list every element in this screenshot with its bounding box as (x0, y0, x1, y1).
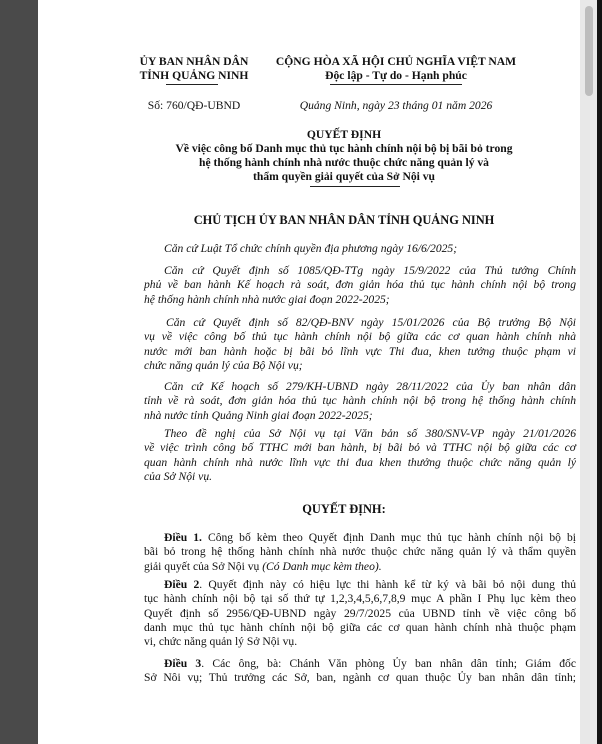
legal-basis-2 (144, 264, 576, 307)
legal-basis-4-line-3: nhà nước tỉnh Quảng Ninh giai đoạn 2022-2025; (144, 408, 373, 422)
decision-title: QUYẾT ĐỊNH (306, 128, 382, 141)
article-1-text-1: Công bố kèm theo Quyết định Danh mục thủ tục hành chính nội bộ bị (207, 531, 576, 544)
subject-line-2: hệ thống hành chính nhà nước thuộc chức năng quản lý và (199, 156, 489, 169)
legal-basis-5-line-1: Theo đề nghị của Sở Nội vụ tại Văn bản số 380/SNV-VP ngày 21/01/2026 (164, 427, 576, 440)
legal-basis-1-line-1: Căn cứ Luật Tổ chức chính quyền địa phương ngày 16/6/2025; (164, 242, 458, 255)
legal-basis-1 (144, 242, 576, 256)
article-1-label: Điều 1. (164, 531, 202, 544)
legal-basis-3-line-3: nước mới ban hành hoặc bị bãi bỏ lĩnh vực Thi đua, khen tưởng thuộc phạm vi (144, 344, 576, 358)
article-3-label: Điều 3 (164, 657, 202, 670)
legal-basis-3-line-4: chức năng quản lý của Bộ Nội vụ; (144, 358, 303, 372)
legal-basis-5-line-2: về việc trình công bố TTHC mới ban hành, bị bãi bỏ và TTHC nội bộ giữa các cơ (144, 441, 576, 455)
legal-basis-5-line-3: quan hành chính nhà nước lĩnh vực thi đua khen thưởng thuộc chức năng quản lý (144, 455, 576, 469)
title-underline (310, 186, 400, 187)
legal-basis-2-line-3: hệ thống hành chính nhà nước giai đoạn 2022-2025; (144, 292, 390, 306)
viewer-background-left (0, 0, 38, 744)
article-2-line-1 (144, 578, 576, 592)
article-2-line-3: Quyết định số 2956/QĐ-UBND ngày 29/7/2025 của UBND tỉnh về việc công bố (144, 606, 576, 620)
legal-basis-4 (144, 380, 576, 423)
subject-line-3: thẩm quyền giải quyết của Sở Nội vụ (253, 170, 435, 183)
article-1-text-3: giải quyết của Sở Nội vụ (144, 559, 263, 573)
article-2-label: Điều 2 (164, 578, 200, 591)
article-1-line-2: bãi bỏ trong hệ thống hành chính nhà nước thuộc chức năng quản lý và thẩm quyền (144, 545, 576, 559)
subject-line-1: Về việc công bố Danh mục thủ tục hành chính nội bộ bị bãi bỏ trong (175, 142, 513, 155)
article-1-line-1 (144, 531, 576, 545)
org-name-line2: TỈNH QUẢNG NINH (139, 69, 249, 82)
article-3-line-1 (144, 657, 576, 671)
legal-basis-3-line-2: vụ về việc công bố thủ tục hành chính nội bộ giữa các cơ quan hành chính nhà (144, 330, 576, 344)
article-3 (144, 657, 576, 686)
article-1-line-3 (144, 560, 576, 574)
legal-basis-2-line-1: Căn cứ Quyết định số 1085/QĐ-TTg ngày 15/9/2022 của Thủ tướng Chính (164, 264, 576, 277)
article-2-text-1: . Quyết định này có hiệu lực thi hành kể từ ký và bãi bỏ nội dung thủ (199, 578, 577, 591)
authority-heading: CHỦ TỊCH ỦY BAN NHÂN DÂN TỈNH QUẢNG NINH (193, 213, 495, 227)
article-3-text-1: . Các ông, bà: Chánh Văn phòng Ủy ban nhân dân tỉnh; Giám đốc (201, 657, 576, 670)
legal-basis-5-line-4: của Sở Nội vụ. (144, 469, 213, 483)
article-2-line-4: danh mục thủ tục hành chính nội bộ giữa các cơ quan hành chính nhà thuộc phạm (144, 620, 576, 634)
legal-basis-4-line-2: tỉnh về rà soát, đơn giản hóa thủ tục hành chính nội bộ trong hệ thống hành chính (144, 394, 576, 408)
article-3-line-2: Sở Nôi vụ; Thủ trưởng các Sở, ban, ngành cơ quan thuộc Ủy ban nhân dân tỉnh; (144, 671, 576, 685)
legal-basis-2-line-2: phủ về ban hành Kế hoạch rà soát, đơn giản hóa thủ tục hành chính nội bộ trong (144, 278, 576, 292)
legal-basis-3 (144, 316, 576, 373)
legal-basis-3-line-1: Căn cứ Quyết định số 82/QĐ-BNV ngày 15/01/2026 của Bộ trưởng Bộ Nội (166, 316, 576, 329)
org-underline (166, 84, 218, 85)
document-number: Số: 760/QĐ-UBND (147, 99, 241, 112)
article-1 (144, 531, 576, 574)
document-page (38, 0, 580, 744)
motto-underline (330, 84, 462, 85)
place-date: Quảng Ninh, ngày 23 tháng 01 năm 2026 (299, 99, 493, 112)
article-2-line-2: tục hành chính nội bộ tại số thứ tự 1,2,3,4,5,6,7,8,9 mục A phần I Phụ lục kèm theo (144, 592, 576, 606)
nation-title: CỘNG HÒA XÃ HỘI CHỦ NGHĨA VIỆT NAM (275, 55, 517, 68)
org-name-line1: ỦY BAN NHÂN DÂN (139, 55, 249, 68)
legal-basis-4-line-1: Căn cứ Kế hoạch số 279/KH-UBND ngày 28/11/2022 của Ủy ban nhân dân (164, 380, 576, 393)
legal-basis-5 (144, 427, 576, 484)
viewer-background-right (597, 0, 602, 744)
motto: Độc lập - Tự do - Hạnh phúc (325, 69, 467, 82)
article-2 (144, 578, 576, 649)
viewer-scrollbar-thumb[interactable] (585, 6, 593, 96)
article-1-italic-note: (Có Danh mục kèm theo). (262, 559, 382, 573)
article-2-line-5: vi, chức năng quản lý Sở Nội vụ. (144, 635, 298, 649)
decision-heading: QUYẾT ĐỊNH: (302, 502, 386, 516)
